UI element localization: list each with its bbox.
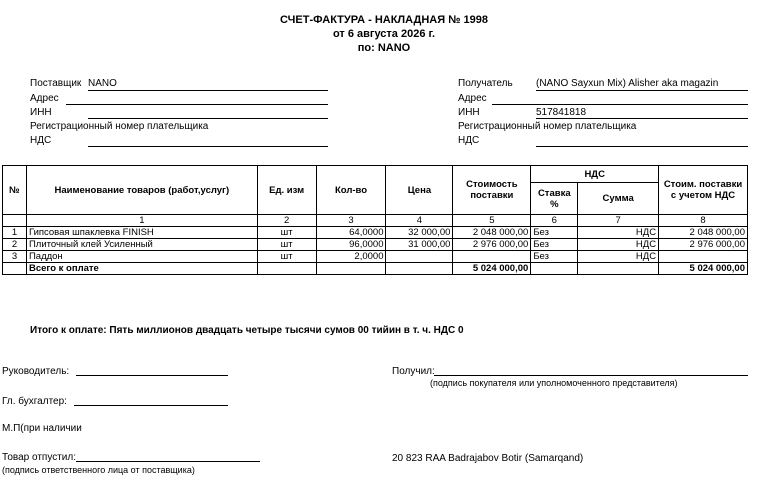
table-row: 3 Паддон шт 2,0000 Без НДС — [3, 251, 748, 263]
item-name: Паддон — [26, 251, 257, 263]
supplier-inn-line — [88, 118, 328, 119]
recipient-nds-label: НДС — [458, 135, 480, 146]
supplier-nds-line — [88, 146, 328, 147]
recipient-reg-label: Регистрационный номер плательщика — [458, 121, 637, 132]
recipient-nds-line — [536, 146, 748, 147]
invoice-for: по: NANO — [357, 42, 411, 54]
recipient-inn-line — [536, 118, 748, 119]
supplier-line — [88, 90, 328, 91]
header-unit: Ед. изм — [257, 166, 316, 215]
director-line — [76, 375, 228, 376]
agent-name: 20 823 RAA Badrajabov Botir (Samarqand) — [392, 453, 584, 464]
supplier-address-line — [66, 104, 328, 105]
stamp-label: М.П(при наличии — [2, 423, 82, 434]
supplier-inn-label: ИНН — [30, 107, 52, 118]
recipient-label: Получатель — [458, 78, 513, 89]
received-line — [434, 375, 748, 376]
invoice-table — [2, 165, 748, 275]
director-label: Руководитель: — [2, 366, 70, 377]
supplier-label: Поставщик — [30, 78, 82, 89]
header-price: Цена — [386, 166, 453, 215]
col-number: 1 — [26, 215, 257, 227]
accountant-label: Гл. бухгалтер: — [2, 396, 67, 407]
accountant-line — [74, 405, 228, 406]
col-number: 3 — [316, 215, 386, 227]
recipient-value: (NANO Sayxun Mix) Alisher aka magazin — [536, 78, 719, 89]
item-name: Плиточный клей Усиленный — [26, 239, 257, 251]
total-sum: 5 024 000,00 — [659, 263, 748, 275]
recipient-inn-label: ИНН — [458, 107, 480, 118]
released-line — [76, 461, 260, 462]
total-cost: 5 024 000,00 — [453, 263, 531, 275]
col-number: 8 — [659, 215, 748, 227]
col-number: 7 — [578, 215, 659, 227]
header-nds: НДС — [531, 166, 659, 183]
header-nds-sum: Сумма — [578, 183, 659, 215]
header-nds-rate: Ставка % — [531, 183, 578, 215]
table-row: 1 Гипсовая шпаклевка FINISH шт 64,0000 32 000,00 2 048 000,00 Без НДС 2 048 000,00 — [3, 227, 748, 239]
supplier-reg-label: Регистрационный номер плательщика — [30, 121, 209, 132]
invoice-date: от 6 августа 2026 г. — [332, 28, 436, 40]
col-number: 2 — [257, 215, 316, 227]
table-row: 2 Плиточный клей Усиленный шт 96,0000 31 000,00 2 976 000,00 Без НДС 2 976 000,00 — [3, 239, 748, 251]
header-qty: Кол-во — [316, 166, 386, 215]
col-number: 4 — [386, 215, 453, 227]
header-name: Наименование товаров (работ,услуг) — [26, 166, 257, 215]
released-note: (подпись ответственного лица от поставщика) — [2, 465, 195, 475]
summary-text: Итого к оплате: Пять миллионов двадцать четыре тысячи сумов 00 тийин в т. ч. НДС 0 — [30, 325, 464, 336]
supplier-nds-label: НДС — [30, 135, 52, 146]
invoice-title: СЧЕТ-ФАКТУРА - НАКЛАДНАЯ № 1998 — [280, 14, 488, 26]
received-note: (подпись покупателя или уполномоченного представителя) — [430, 378, 678, 388]
supplier-value: NANO — [88, 78, 117, 89]
supplier-address-label: Адрес — [30, 93, 59, 104]
recipient-address-line — [492, 104, 748, 105]
released-label: Товар отпустил: — [2, 452, 76, 463]
recipient-inn-value: 517841818 — [536, 107, 587, 118]
recipient-address-label: Адрес — [458, 93, 487, 104]
col-number: 5 — [453, 215, 531, 227]
header-cost: Стоимость поставки — [453, 166, 531, 215]
recipient-line — [536, 90, 748, 91]
received-label: Получил: — [392, 366, 435, 377]
total-label: Всего к оплате — [26, 263, 257, 275]
total-row — [3, 263, 748, 275]
col-number: 6 — [531, 215, 578, 227]
header-num: № — [3, 166, 27, 215]
item-name: Гипсовая шпаклевка FINISH — [26, 227, 257, 239]
header-total: Стоим. поставки с учетом НДС — [659, 166, 748, 215]
